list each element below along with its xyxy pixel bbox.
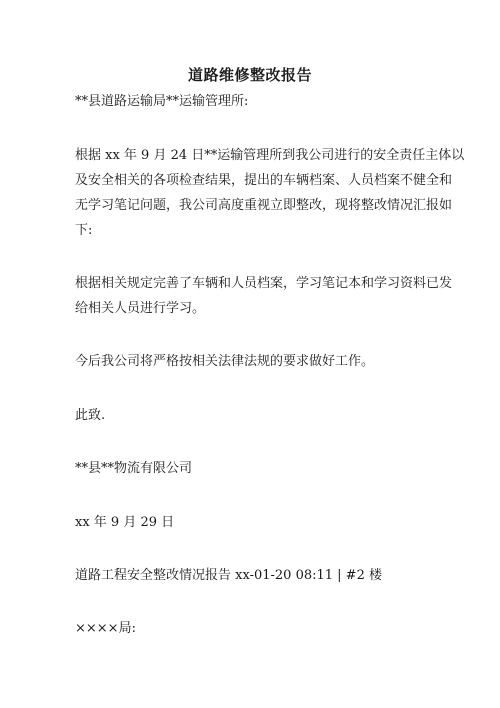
paragraph-line: 根据 xx 年 9 月 24 日**运输管理所到我公司进行的安全责任主体以 bbox=[75, 148, 465, 163]
paragraph-commitment: 今后我公司将严格按相关法律法规的要求做好工作。 bbox=[75, 354, 375, 369]
paragraph-line: 及安全相关的各项检查结果，提出的车辆档案、人员档案不健全和 bbox=[75, 173, 453, 188]
closing: 此致. bbox=[75, 408, 106, 423]
paragraph-line: 无学习笔记问题，我公司高度重视立即整改，现将整改情况汇报如 bbox=[75, 198, 453, 213]
paragraph-rectification bbox=[75, 271, 453, 321]
salutation: **县道路运输局**运输管理所: bbox=[75, 94, 249, 109]
paragraph-line: 给相关人员进行学习。 bbox=[75, 301, 206, 316]
document-date: xx 年 9 月 29 日 bbox=[75, 515, 175, 530]
paragraph-line: 下: bbox=[75, 223, 93, 238]
next-salutation: ××××局: bbox=[75, 621, 136, 636]
footer-post-header: 道路工程安全整改情况报告 xx-01-20 08:11 | #2 楼 bbox=[75, 568, 382, 583]
paragraph-inspection bbox=[75, 143, 465, 243]
paragraph-line: 根据相关规定完善了车辆和人员档案，学习笔记本和学习资料已发 bbox=[75, 276, 453, 291]
document-title: 道路维修整改报告 bbox=[187, 66, 312, 84]
signature-company: **县**物流有限公司 bbox=[75, 461, 193, 476]
